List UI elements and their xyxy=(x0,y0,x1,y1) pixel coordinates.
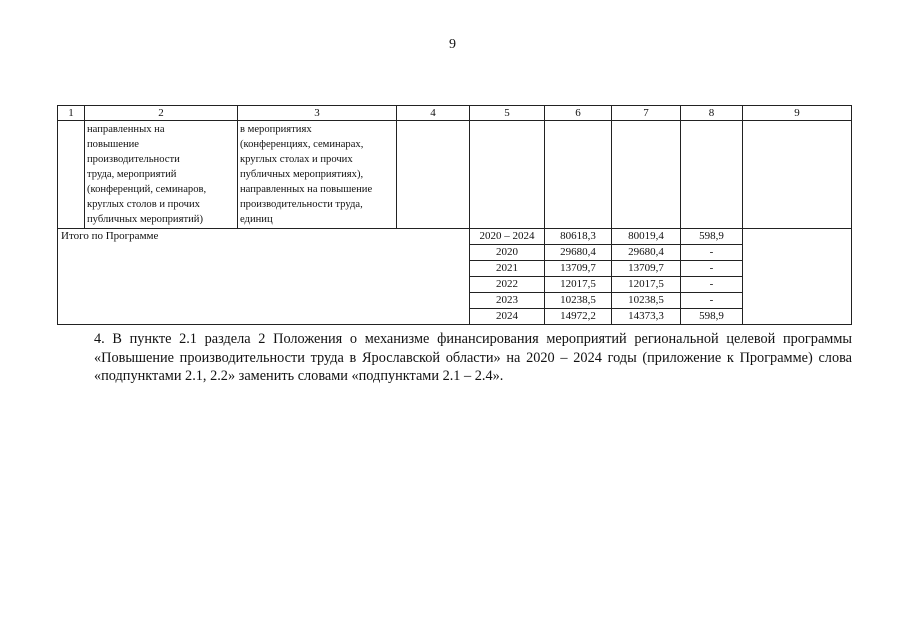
col7-amount-cell: 80019,4 xyxy=(612,229,681,245)
text-line: публичных мероприятий) xyxy=(87,214,203,225)
col7-amount-cell: 29680,4 xyxy=(612,245,681,261)
total-amount-cell: 14972,2 xyxy=(545,309,612,325)
col-header: 3 xyxy=(238,106,397,121)
table-cell xyxy=(397,121,470,229)
text-line: направленных на повышение xyxy=(240,184,373,195)
text-line: (конференциях, семинарах, xyxy=(240,139,364,150)
text-line: единиц xyxy=(240,214,273,225)
text-line: круглых столах и прочих xyxy=(240,154,353,165)
col8-amount-cell: - xyxy=(681,293,743,309)
text-line: труда, мероприятий xyxy=(87,169,177,180)
col-header: 1 xyxy=(58,106,85,121)
indicator-description-cell xyxy=(238,121,397,229)
col-header: 5 xyxy=(470,106,545,121)
header-row xyxy=(58,106,852,121)
period-cell: 2023 xyxy=(470,293,545,309)
col7-amount-cell: 14373,3 xyxy=(612,309,681,325)
table-cell xyxy=(743,121,852,229)
text-line: повышение xyxy=(87,139,139,150)
col7-amount-cell: 13709,7 xyxy=(612,261,681,277)
text-line: (конференций, семинаров, xyxy=(87,184,207,195)
col8-amount-cell: 598,9 xyxy=(681,229,743,245)
page-number: 9 xyxy=(449,37,456,52)
col8-amount-cell: - xyxy=(681,261,743,277)
col8-amount-cell: - xyxy=(681,245,743,261)
table-cell xyxy=(681,121,743,229)
col-header: 8 xyxy=(681,106,743,121)
col8-amount-cell: - xyxy=(681,277,743,293)
amendment-paragraph xyxy=(57,330,852,386)
col-header: 4 xyxy=(397,106,470,121)
total-amount-cell: 10238,5 xyxy=(545,293,612,309)
total-amount-cell: 12017,5 xyxy=(545,277,612,293)
col-header: 6 xyxy=(545,106,612,121)
table-cell xyxy=(612,121,681,229)
period-cell: 2024 xyxy=(470,309,545,325)
text-line: публичных мероприятиях), xyxy=(240,169,364,180)
total-amount-cell: 29680,4 xyxy=(545,245,612,261)
col7-amount-cell: 10238,5 xyxy=(612,293,681,309)
col8-amount-cell: 598,9 xyxy=(681,309,743,325)
total-amount-cell: 80618,3 xyxy=(545,229,612,245)
text-line: производительности xyxy=(87,154,180,165)
text-line: в мероприятиях xyxy=(240,124,312,135)
col-header: 9 xyxy=(743,106,852,121)
period-cell: 2020 – 2024 xyxy=(470,229,545,245)
total-label-cell: Итого по Программе xyxy=(58,229,470,325)
paragraph-text: 4. В пункте 2.1 раздела 2 Положения о механизме финансирования мероприятий региональной целевой программы «Повышение производительности труда в Ярославской области» на 2020 – 2024 годы (приложение к Программе) слова «подпунктами 2.1, 2.2» заменить словами «подпунктами 2.1 – 2.4». xyxy=(94,331,852,384)
col-header: 7 xyxy=(612,106,681,121)
period-cell: 2021 xyxy=(470,261,545,277)
text-line: производительности труда, xyxy=(240,199,363,210)
total-amount-cell: 13709,7 xyxy=(545,261,612,277)
period-cell: 2020 xyxy=(470,245,545,261)
table-cell xyxy=(58,121,85,229)
description-row xyxy=(58,121,852,229)
measure-description-cell xyxy=(85,121,238,229)
program-table xyxy=(57,105,852,325)
col7-amount-cell: 12017,5 xyxy=(612,277,681,293)
table-cell xyxy=(545,121,612,229)
text-line: круглых столов и прочих xyxy=(87,199,200,210)
total-row xyxy=(58,229,852,245)
table-cell xyxy=(743,229,852,325)
text-line: направленных на xyxy=(87,124,165,135)
col-header: 2 xyxy=(85,106,238,121)
table-cell xyxy=(470,121,545,229)
period-cell: 2022 xyxy=(470,277,545,293)
